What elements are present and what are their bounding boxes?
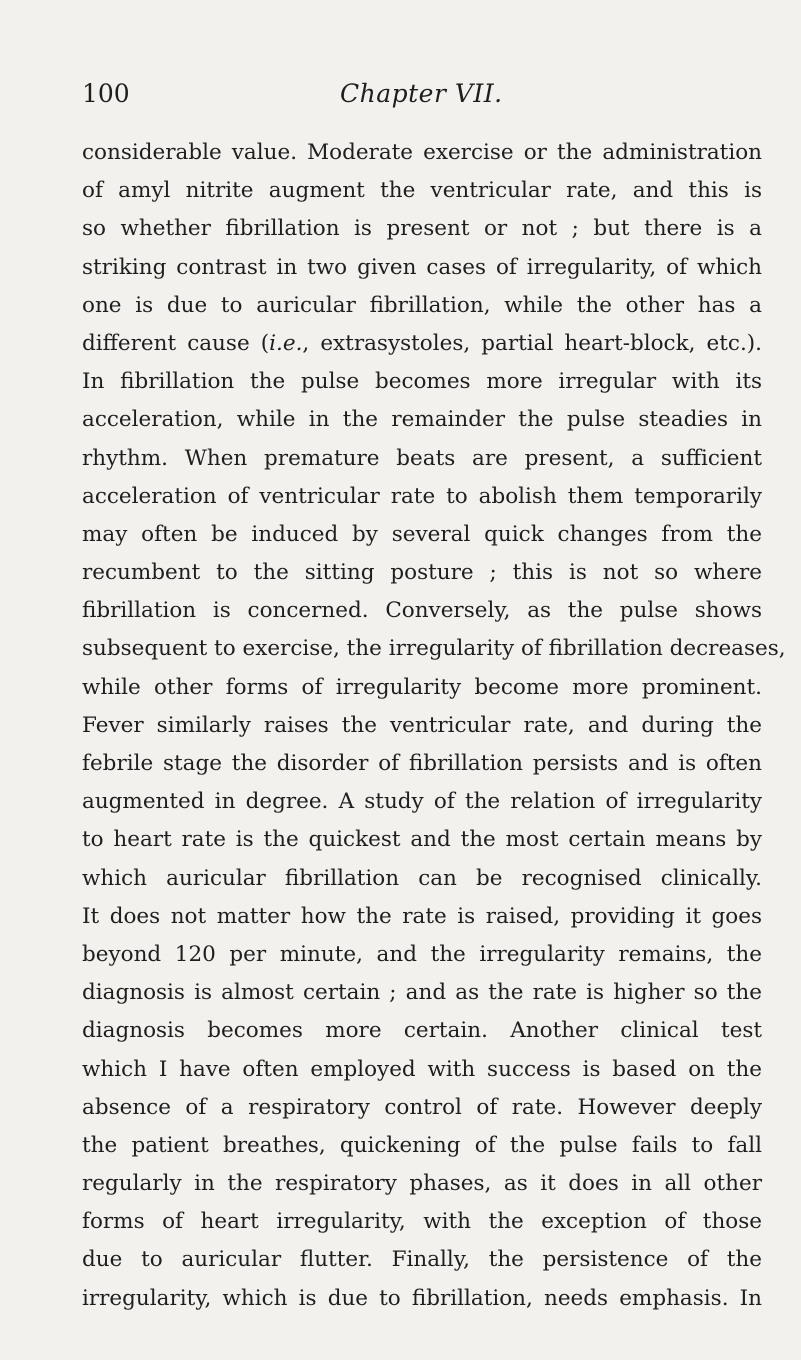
text-line: beyond 120 per minute, and the irregularity remains, the <box>82 941 762 967</box>
text-line: diagnosis becomes more certain. Another clinical test <box>82 1018 762 1044</box>
text-segment: different cause ( <box>82 330 270 356</box>
text-line: acceleration, while in the remainder the pulse steadies in <box>82 407 762 433</box>
text-line: rhythm. When premature beats are present, a sufficient <box>82 445 762 471</box>
text-line: which I have often employed with success is based on the <box>82 1056 762 1082</box>
text-line: fibrillation is concerned. Conversely, as the pulse shows <box>82 598 762 624</box>
text-line: febrile stage the disorder of fibrillation persists and is often <box>82 751 762 776</box>
text-line: may often be induced by several quick changes from the <box>82 521 762 547</box>
text-line: It does not matter how the rate is raised, providing it goes <box>82 903 762 929</box>
body-paragraph <box>82 134 786 1318</box>
text-line: diagnosis is almost certain ; and as the rate is higher so the <box>82 980 762 1006</box>
text-line: which auricular fibrillation can be recognised clinically. <box>82 865 762 891</box>
text-line: augmented in degree. A study of the relation of irregularity <box>82 789 762 815</box>
text-line-with-italic <box>82 325 762 363</box>
italic-abbreviation: i.e. <box>269 330 303 356</box>
text-line: while other forms of irregularity become more prominent. <box>82 674 762 700</box>
text-line: In fibrillation the pulse becomes more irregular with its <box>82 369 762 395</box>
text-line: forms of heart irregularity, with the exception of those <box>82 1209 762 1235</box>
text-line: the patient breathes, quickening of the pulse fails to fall <box>82 1132 762 1158</box>
text-line: subsequent to exercise, the irregularity of fibrillation decreases, <box>82 636 786 662</box>
text-line: regularly in the respiratory phases, as it does in all other <box>82 1171 762 1197</box>
text-line: irregularity, which is due to fibrillation, needs emphasis. In <box>82 1285 762 1311</box>
text-line: recumbent to the sitting posture ; this is not so where <box>82 560 762 586</box>
page-header <box>82 74 762 114</box>
text-line: considerable value. Moderate exercise or the administration <box>82 140 762 165</box>
text-line: of amyl nitrite augment the ventricular rate, and this is <box>82 178 762 204</box>
text-line: Fever similarly raises the ventricular rate, and during the <box>82 712 762 738</box>
text-line: to heart rate is the quickest and the most certain means by <box>82 827 762 853</box>
text-line: acceleration of ventricular rate to abolish them temporarily <box>82 483 762 509</box>
text-line: due to auricular flutter. Finally, the persistence of the <box>82 1247 762 1273</box>
text-line: absence of a respiratory control of rate. However deeply <box>82 1094 762 1120</box>
text-line: one is due to auricular fibrillation, while the other has a <box>82 292 762 318</box>
text-line: striking contrast in two given cases of irregularity, of which <box>82 254 762 280</box>
page-number: 100 <box>82 79 130 108</box>
text-line: so whether fibrillation is present or not ; but there is a <box>82 216 762 242</box>
running-head: Chapter VII. <box>340 79 503 108</box>
text-segment: , extrasystoles, partial heart-block, etc.). <box>302 330 762 356</box>
